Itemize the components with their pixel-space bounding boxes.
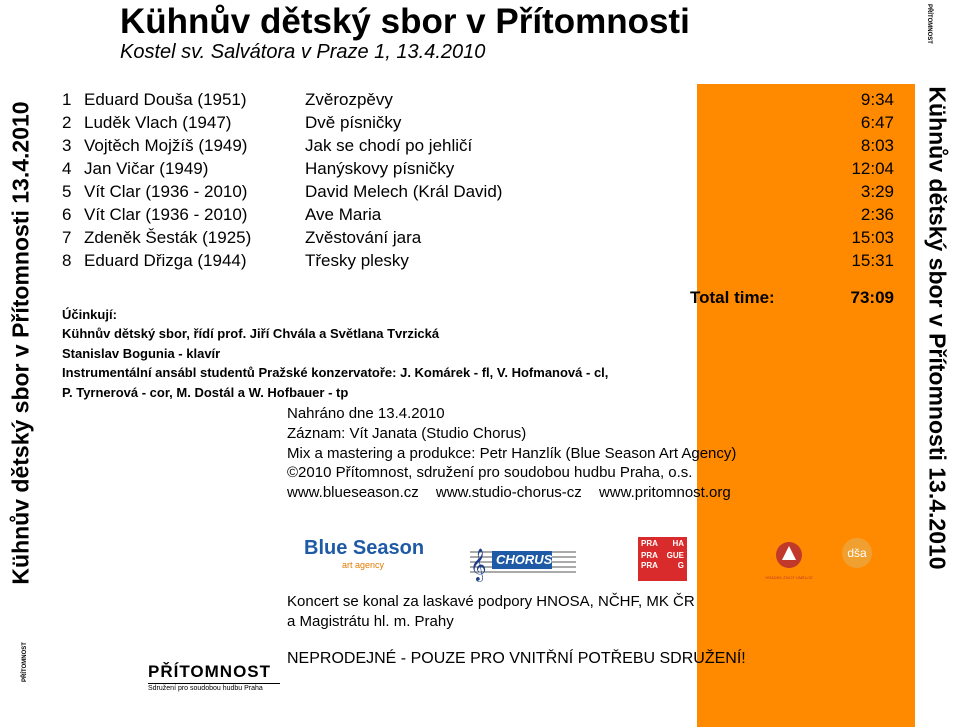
website-link[interactable]: www.studio-chorus-cz: [435, 484, 582, 502]
track-row: 7 Zdeněk Šesták (1925) Zvěstování jara 15:03: [62, 228, 894, 247]
websites: [287, 483, 847, 503]
credits-block: [287, 404, 847, 503]
svg-text:𝄞: 𝄞: [470, 548, 487, 581]
performers-heading: Účinkují:: [62, 307, 117, 322]
track-row: 5 Vít Clar (1936 - 2010) David Melech (Král David) 3:29: [62, 182, 894, 201]
website-link[interactable]: www.blueseason.cz: [287, 484, 419, 502]
track-row: 3 Vojtěch Mojžíš (1949) Jak se chodí po jehličí 8:03: [62, 136, 894, 155]
hradek-logo: HRÁDEK ŽIVOT UMĚLCE: [764, 540, 814, 585]
performers-line: Instrumentální ansábl studentů Pražské konzervatoře: J. Komárek - fl, V. Hofmanová - cl,: [62, 365, 609, 381]
recorded-date: Nahráno dne 13.4.2010: [287, 405, 445, 422]
track-row: 2 Luděk Vlach (1947) Dvě písničky 6:47: [62, 113, 894, 132]
page-subtitle: Kostel sv. Salvátora v Praze 1, 13.4.2010: [120, 41, 486, 63]
support-text: Koncert se konal za laskavé podpory HNOSA, NČHF, MK ČR a Magistrátu hl. m. Prahy: [287, 593, 695, 630]
performers-line: Stanislav Bogunia - klavír: [62, 345, 221, 361]
mix-credit: Mix a mastering a produkce: Petr Hanzlík (Blue Season Art Agency): [287, 444, 737, 462]
pritomnost-small-logo-bottom-left: PŘÍTOMNOST: [22, 642, 28, 682]
praha-logo: PRA HA PRA GUE PRA G: [638, 537, 687, 581]
left-side-text: Kühnův dětský sbor v Přítomnosti 13.4.2010: [7, 101, 34, 585]
not-for-sale-notice: NEPRODEJNÉ - POUZE PRO VNITŘNÍ POTŘEBU SDRUŽENÍ!: [287, 650, 746, 667]
track-row: 8 Eduard Dřizga (1944) Třesky plesky 15:31: [62, 251, 894, 270]
track-row: 1 Eduard Douša (1951) Zvěrozpěvy 9:34: [62, 90, 894, 109]
pritomnost-logo: PŘÍTOMNOST Sdružení pro soudobou hudbu Praha: [148, 662, 280, 702]
chorus-logo: 𝄞 CHORUS: [468, 540, 578, 582]
dsa-logo: dša: [842, 538, 872, 568]
copyright-line: ©2010 Přítomnost, sdružení pro soudobou hudbu Praha, o.s.: [287, 464, 693, 482]
performers-line: P. Tyrnerová - cor, M. Dostál a W. Hofbauer - tp: [62, 384, 349, 400]
hradek-emblem-icon: [774, 540, 804, 570]
performers-line: Kühnův dětský sbor, řídí prof. Jiří Chvála a Světlana Tvrzická: [62, 326, 440, 342]
total-time: Total time: 73:09: [690, 288, 894, 307]
track-row: 6 Vít Clar (1936 - 2010) Ave Maria 2:36: [62, 205, 894, 224]
website-link[interactable]: www.pritomnost.org: [598, 484, 731, 502]
page-title: Kühnův dětský sbor v Přítomnosti: [120, 2, 690, 41]
recording-credit: Záznam: Vít Janata (Studio Chorus): [287, 424, 527, 442]
performers-block: [62, 305, 712, 402]
blue-season-logo: Blue Season art agency: [304, 537, 425, 570]
track-row: 4 Jan Vičar (1949) Hanýskovy písničky 12:04: [62, 159, 894, 178]
pritomnost-small-logo-top-right: PŘÍTOMNOST: [926, 4, 932, 44]
